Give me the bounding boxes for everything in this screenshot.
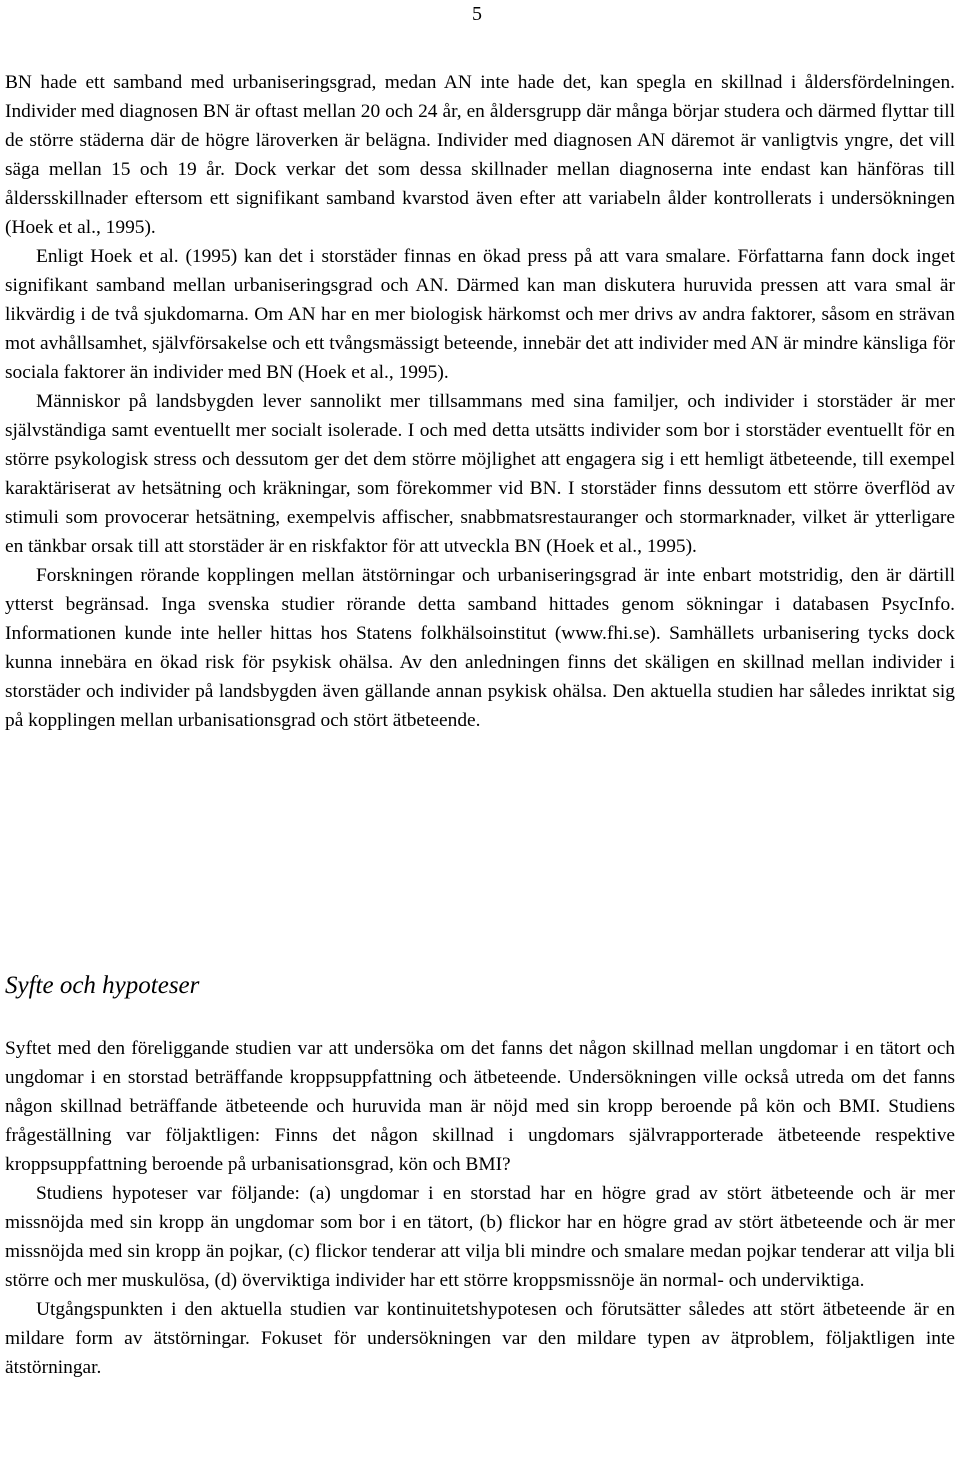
paragraph: Forskningen rörande kopplingen mellan ätstörningar och urbaniseringsgrad är inte enbart motstridig, den är därtill ytterst begränsad. Inga svenska studier rörande detta samband hittades genom sökningar i databasen PsycInfo. Informationen kunde inte heller hittas hos Statens folkhälsoinstitut (www.fhi.se). Samhällets urbanisering tycks dock kunna innebära en ökad risk för psykisk ohälsa. Av den anledningen finns det skäligen en skillnad mellan individer i storstäder och individer på landsbygden även gällande annan psykisk ohälsa. Den aktuella studien har således inriktat sig på kopplingen mellan urbanisationsgrad och stört ätbeteende. (5, 565, 955, 731)
section-heading: Syfte och hypoteser (5, 972, 200, 999)
paragraph: Studiens hypoteser var följande: (a) ungdomar i en storstad har en högre grad av stört ätbeteende och är mer missnöjda med sin kropp än ungdomar som bor i en tätort, (b) flickor har en högre grad av stört ätbeteende och är mer missnöjda med sin kropp än pojkar, (c) flickor tenderar att vilja bli mindre och smalare medan pojkar tenderar att vilja bli större och mer muskulösa, (d) överviktiga individer har ett större kroppsmissnöje än normal- och underviktiga. (5, 1183, 955, 1291)
paragraph: Enligt Hoek et al. (1995) kan det i storstäder finnas en ökad press på att vara smalare. Författarna fann dock inget signifikant samband mellan urbaniseringsgrad och AN. Därmed kan man diskutera huruvida pressen att vara smal är likvärdig i de två sjukdomarna. Om AN har en mer biologisk härkomst och mer drivs av andra faktorer, såsom en strävan mot avhållsamhet, självförsakelse och ett tvångsmässigt beteende, innebär det att individer med AN är mindre känsliga för sociala faktorer än individer med BN (Hoek et al., 1995). (5, 246, 955, 383)
paragraph: Syftet med den föreliggande studien var att undersöka om det fanns det någon skillnad mellan ungdomar i en tätort och ungdomar i en storstad beträffande kroppsuppfattning och ätbeteende. Undersökningen ville också utreda om det fanns någon skillnad beträffande ätbeteende och huruvida man är nöjd med sin kropp beroende på kön och BMI. Studiens frågeställning var följaktligen: Finns det någon skillnad i ungdomars självrapporterade ätbeteende respektive kroppsuppfattning beroende på urbanisationsgrad, kön och BMI? (5, 1038, 955, 1175)
body-text-upper (5, 68, 955, 735)
paragraph: BN hade ett samband med urbaniseringsgrad, medan AN inte hade det, kan spegla en skillnad i åldersfördelningen. Individer med diagnosen BN är oftast mellan 20 och 24 år, en åldersgrupp där många börjar studera och därmed flyttar till de större städerna där de högre läroverken är belägna. Individer med diagnosen AN däremot är vanligtvis yngre, det vill säga mellan 15 och 19 år. Dock verkar det som dessa skillnader mellan diagnoserna inte endast kan hänföras till åldersskillnader eftersom ett signifikant samband kvarstod även efter att variabeln ålder kontrollerats i undersökningen (Hoek et al., 1995). (5, 72, 955, 238)
paragraph: Utgångspunkten i den aktuella studien var kontinuitetshypotesen och förutsätter således att stört ätbeteende är en mildare form av ätstörningar. Fokuset för undersökningen var den mildare typen av ätproblem, följaktligen inte ätstörningar. (5, 1299, 955, 1378)
body-text-lower (5, 1034, 955, 1382)
paragraph: Människor på landsbygden lever sannolikt mer tillsammans med sina familjer, och individer i storstäder är mer självständiga samt eventuellt mer socialt isolerade. I och med detta utsätts individer som bor i storstäder eventuellt för en större psykologisk stress och dessutom ger det dem större möjlighet att engagera sig i ett hemligt ätbeteende, till exempel karaktäriserat av hetsätning och kräkningar, som förekommer vid BN. I storstäder finns dessutom ett större överflöd av stimuli som provocerar hetsätning, exempelvis affischer, snabbmatsrestauranger och stormarknader, vilket är ytterligare en tänkbar orsak till att storstäder är en riskfaktor för att utveckla BN (Hoek et al., 1995). (5, 391, 955, 557)
page-number: 5 (472, 3, 482, 25)
